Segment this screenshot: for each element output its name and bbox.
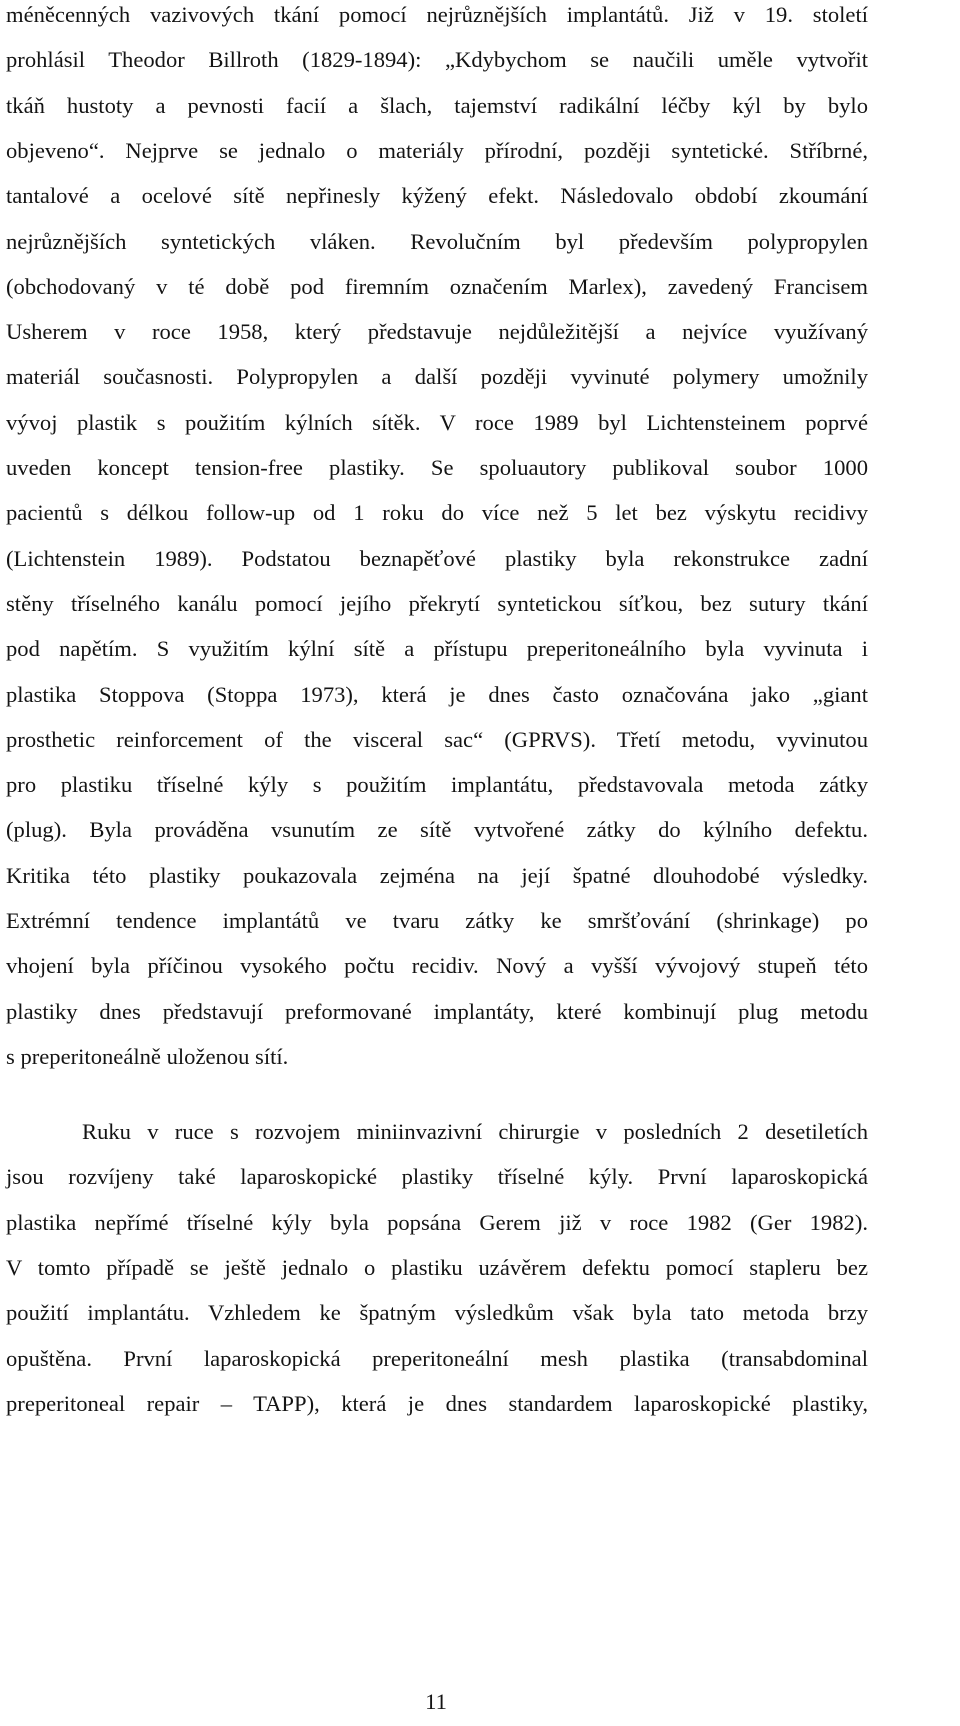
text-line: (Lichtenstein 1989). Podstatou beznapěťové plastiky byla rekonstrukce zadní xyxy=(6,545,868,571)
text-line: vývoj plastik s použitím kýlních sítěk. V roce 1989 byl Lichtensteinem poprvé xyxy=(6,409,868,435)
text-line: pacientů s délkou follow-up od 1 roku do více než 5 let bez výskytu recidivy xyxy=(6,500,868,526)
text-line: Extrémní tendence implantátů ve tvaru zátky ke smršťování (shrinkage) po xyxy=(6,908,868,933)
text-line: tantalové a ocelové sítě nepřinesly kýžený efekt. Následovalo období zkoumání xyxy=(6,183,868,209)
text-line: V tomto případě se ještě jednalo o plastiku uzávěrem defektu pomocí stapleru bez xyxy=(6,1254,868,1280)
text-line: nejrůznějších syntetických vláken. Revolučním byl především polypropylen xyxy=(6,228,868,254)
text-line: Ruku v ruce s rozvojem miniinvazivní chirurgie v posledních 2 desetiletích xyxy=(82,1119,868,1144)
text-line: použití implantátu. Vzhledem ke špatným výsledkům však byla tato metoda brzy xyxy=(6,1300,868,1326)
text-line: vhojení byla příčinou vysokého počtu recidiv. Nový a vyšší vývojový stupeň této xyxy=(6,953,868,979)
text-line: plastiky dnes představují preformované implantáty, které kombinují plug metodu xyxy=(6,998,868,1024)
text-line: uveden koncept tension-free plastiky. Se spoluautory publikoval soubor 1000 xyxy=(6,455,868,480)
text-line: (obchodovaný v té době pod firemním označením Marlex), zavedený Francisem xyxy=(6,273,868,299)
text-line: pro plastiku tříselné kýly s použitím implantátu, představovala metoda zátky xyxy=(6,772,868,798)
text-line: pod napětím. S využitím kýlní sítě a přístupu preperitoneálního byla vyvinuta i xyxy=(6,636,868,662)
text-line: Usherem v roce 1958, který představuje nejdůležitější a nejvíce využívaný xyxy=(6,319,868,345)
text-line: objeveno“. Nejprve se jednalo o materiály přírodní, později syntetické. Stříbrné, xyxy=(6,137,868,163)
text-line: jsou rozvíjeny také laparoskopické plastiky tříselné kýly. První laparoskopická xyxy=(6,1164,868,1190)
text-line: plastika nepřímé tříselné kýly byla popsána Gerem již v roce 1982 (Ger 1982). xyxy=(6,1209,868,1235)
text-line: materiál současnosti. Polypropylen a další později vyvinuté polymery umožnily xyxy=(6,364,868,390)
text-line: preperitoneal repair – TAPP), která je dnes standardem laparoskopické plastiky, xyxy=(6,1390,868,1416)
text-line: méněcenných vazivových tkání pomocí nejrůznějších implantátů. Již v 19. století xyxy=(6,2,868,27)
text-line: stěny tříselného kanálu pomocí jejího překrytí syntetickou síťkou, bez sutury tkání xyxy=(6,590,868,616)
text-line: opuštěna. První laparoskopická preperitoneální mesh plastika (transabdominal xyxy=(6,1345,868,1371)
text-line: plastika Stoppova (Stoppa 1973), která je dnes často označována jako „giant xyxy=(6,681,868,707)
text-line: prohlásil Theodor Billroth (1829-1894): „Kdybychom se naučili uměle vytvořit xyxy=(6,47,868,73)
text-line: prosthetic reinforcement of the visceral sac“ (GPRVS). Třetí metodu, vyvinutou xyxy=(6,726,868,752)
text-line: s preperitoneálně uloženou sítí. xyxy=(6,1043,289,1069)
text-line: Kritika této plastiky poukazovala zejména na její špatné dlouhodobé výsledky. xyxy=(6,862,868,888)
text-line: tkáň hustoty a pevnosti facií a šlach, tajemství radikální léčby kýl by bylo xyxy=(6,92,868,118)
text-line: (plug). Byla prováděna vsunutím ze sítě vytvořené zátky do kýlního defektu. xyxy=(6,817,868,843)
page-number: 11 xyxy=(425,1689,447,1714)
